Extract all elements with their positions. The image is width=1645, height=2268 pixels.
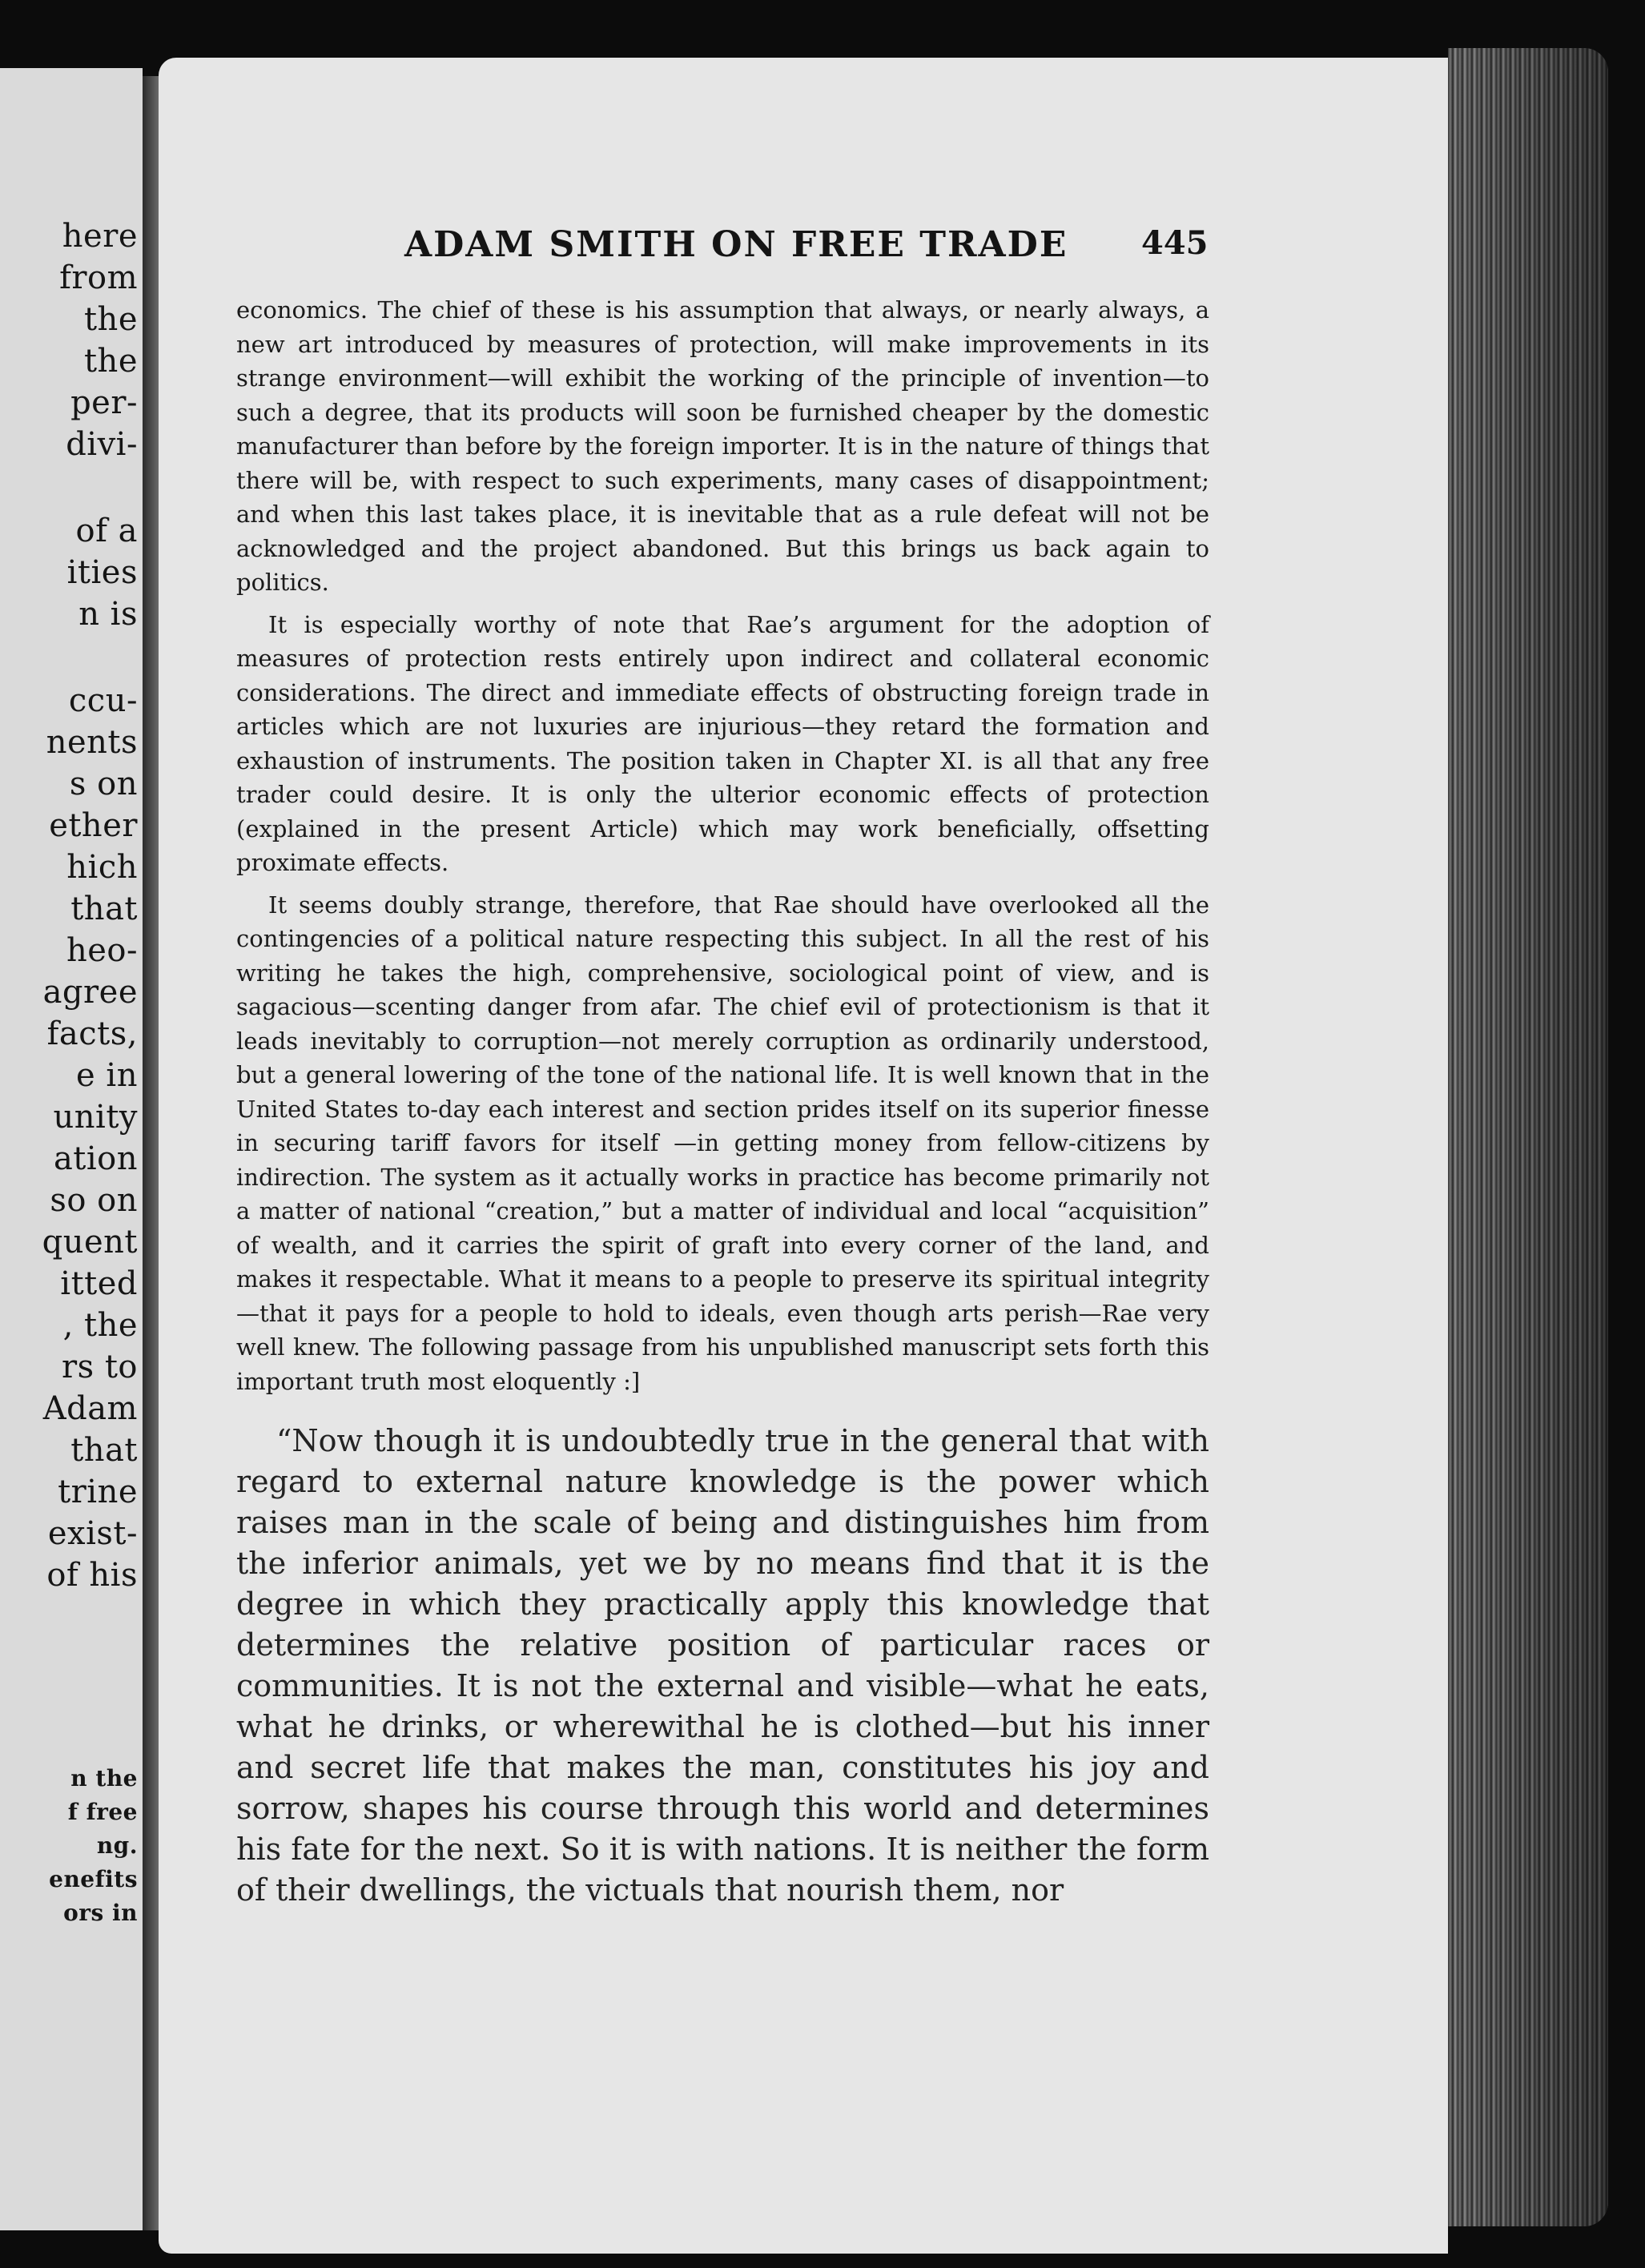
- left-page-fragment: Adam: [42, 1390, 138, 1427]
- left-page-footnote-fragment: enefits: [49, 1866, 138, 1892]
- left-page-fragment: exist-: [47, 1515, 138, 1552]
- left-page-fragment: so on: [50, 1182, 138, 1219]
- book-gutter: [143, 76, 159, 2230]
- left-page-fragment: the: [83, 301, 138, 338]
- left-page-footnote-fragment: f free: [67, 1799, 138, 1825]
- page-edge-shade: [1448, 48, 1608, 2226]
- left-page-fragment: of his: [46, 1557, 138, 1594]
- left-page-fragment: from: [59, 259, 138, 296]
- left-page: [0, 68, 143, 2230]
- left-page-fragment: divi-: [66, 426, 138, 463]
- left-page-fragment: facts,: [46, 1015, 138, 1052]
- page-header: [240, 224, 1209, 272]
- left-page-fragment: agree: [42, 974, 138, 1011]
- left-page-fragment: , the: [62, 1307, 138, 1344]
- left-page-fragment: ation: [53, 1140, 138, 1177]
- running-title: ADAM SMITH ON FREE TRADE: [404, 224, 1068, 265]
- left-page-fragment: nents: [46, 724, 138, 761]
- left-page-fragment: per-: [70, 384, 138, 421]
- left-page-fragment: that: [70, 891, 138, 927]
- left-page-footnote-fragment: ng.: [96, 1832, 138, 1859]
- left-page-fragment: quent: [42, 1224, 138, 1261]
- left-page-fragment: ccu-: [68, 682, 138, 719]
- left-page-fragment: of a: [75, 513, 138, 549]
- left-page-fragment: that: [70, 1432, 138, 1469]
- left-page-fragment: e in: [76, 1057, 138, 1094]
- left-page-fragment: here: [62, 218, 138, 255]
- paragraph-1: economics. The chief of these is his assumption that always, or nearly always, a new art introduced by measures of protection, will make improvements in its strange environment—will exhibit the working of the principle of invention—to such a degree, that its products will soon be furnished cheaper by the domestic manufacturer than before by the foreign importer. It is in the nature of things that there will be, with respect to such experiments, many cases of disappointment; and when this last takes place, it is inevitable that as a rule defeat will not be acknowledged and the project abandoned. But this brings us back again to politics.: [236, 296, 1209, 596]
- left-page-fragment: itted: [60, 1265, 138, 1302]
- page-number: 445: [1141, 224, 1209, 262]
- left-page-fragment: hich: [66, 849, 138, 886]
- left-page-fragment: unity: [53, 1099, 138, 1136]
- page-body: [236, 293, 1209, 1911]
- left-page-fragment: the: [83, 343, 138, 380]
- left-page-footnote-fragment: ors in: [63, 1900, 138, 1926]
- left-page-fragment: ities: [66, 554, 138, 591]
- block-quote: “Now though it is undoubtedly true in the general that with regard to external nature knowledge is the power which raises man in the scale of being and distinguishes him from the inferior animals, yet we by no means find that it is the degree in which they practically apply this knowledge that determines the relative position of particular races or communities. It is not the external and visible—what he eats, what he drinks, or wherewithal he is clothed—but his inner and secret life that makes the man, constitutes his joy and sorrow, shapes his course through this world and determines his fate for the next. So it is with nations. It is neither the form of their dwellings, the victuals that nourish them, nor: [236, 1423, 1209, 1908]
- paragraph-3: It seems doubly strange, therefore, that Rae should have overlooked all the contingencies of a political nature respecting this subject. In all the rest of his writing he takes the high, comprehensive, sociological point of view, and is sagacious—scenting danger from afar. The chief evil of protectionism is that it leads inevitably to corruption—not merely corruption as ordinarily understood, but a general lowering of the tone of the national life. It is well known that in the United States to-day each interest and section prides itself on its superior finesse in securing tariff favors for itself —in getting money from fellow-citizens by indirection. The system as it actually works in practice has become primarily not a matter of national “creation,” but a matter of individual and local “acquisition” of wealth, and it carries the spirit of graft into every corner of the land, and makes it respectable. What it means to a people to preserve its spiritual integrity—that it pays for a people to hold to ideals, even though arts perish—Rae very well knew. The following passage from his unpublished manuscript sets forth this important truth most eloquently :]: [236, 891, 1209, 1395]
- left-page-fragment: s on: [69, 766, 138, 802]
- left-page-fragment: rs to: [61, 1349, 138, 1385]
- left-page-fragment: trine: [58, 1474, 138, 1510]
- left-page-footnote-fragment: n the: [70, 1765, 138, 1791]
- paragraph-2: It is especially worthy of note that Rae’s argument for the adoption of measures of protection rests entirely upon indirect and collateral economic considerations. The direct and immediate effects of obstructing foreign trade in articles which are not luxuries are injurious—they retard the formation and exhaustion of instruments. The position taken in Chapter XI. is all that any free trader could desire. It is only the ulterior economic effects of protection (explained in the present Article) which may work beneficially, offsetting proximate effects.: [236, 610, 1209, 876]
- left-page-fragment: heo-: [66, 932, 138, 969]
- left-page-fragment: n is: [78, 596, 138, 633]
- left-page-fragment: ether: [49, 807, 138, 844]
